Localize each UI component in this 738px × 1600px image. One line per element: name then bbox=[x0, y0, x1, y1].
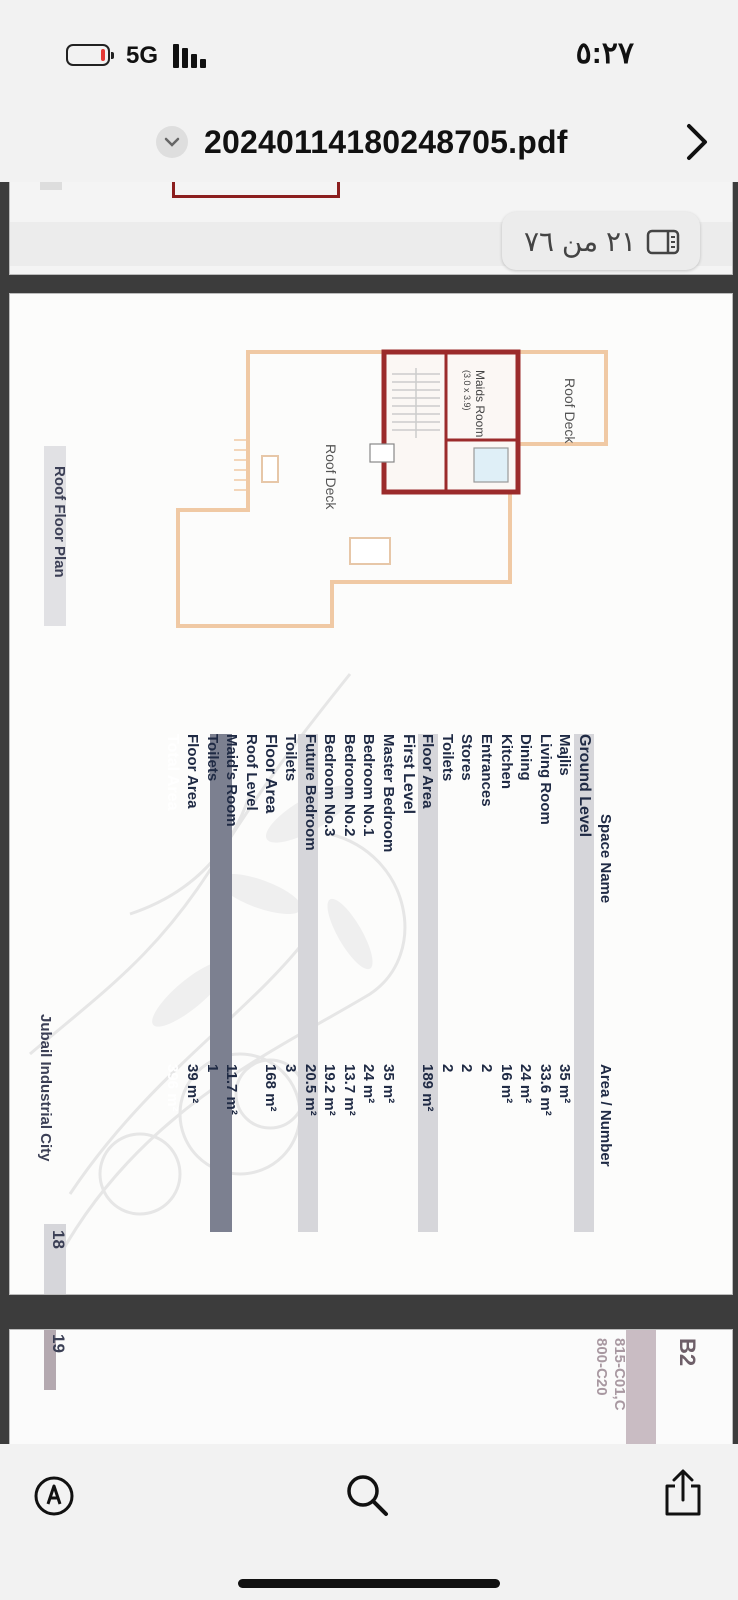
table-row-value: 13.7 m² bbox=[340, 1064, 358, 1116]
area-table bbox=[164, 734, 630, 1234]
table-row-name: Living Room bbox=[536, 734, 554, 825]
table-row-value: 24 m² bbox=[360, 1064, 378, 1104]
next-page-label: B2 bbox=[675, 1338, 700, 1367]
search-icon[interactable] bbox=[344, 1472, 390, 1518]
table-row-name: Master Bedroom bbox=[380, 734, 397, 853]
current-page[interactable] bbox=[10, 294, 732, 1294]
chevron-right-icon[interactable] bbox=[684, 122, 710, 162]
chevron-down-icon bbox=[164, 136, 180, 148]
roof-deck-side-label: Roof Deck bbox=[562, 378, 578, 444]
table-row-name: Bedroom No.3 bbox=[321, 734, 339, 837]
table-row-value: 19.2 m² bbox=[321, 1064, 339, 1116]
table-row-name: Stores bbox=[458, 734, 476, 781]
table-row-value: 1 bbox=[203, 1064, 221, 1073]
table-row-name: Maid's Room bbox=[223, 734, 241, 827]
table-row-name: Floor Area bbox=[419, 734, 437, 809]
table-row-value: 3 bbox=[282, 1064, 299, 1073]
table-row-name: Toilets bbox=[438, 734, 456, 782]
table-row-value: 20.5 m² bbox=[301, 1064, 319, 1116]
table-row-name: Dining bbox=[517, 734, 535, 781]
table-row-value: 16 m² bbox=[497, 1064, 515, 1104]
table-row-value: 2 bbox=[478, 1064, 495, 1073]
table-row-name: Entrances bbox=[478, 734, 495, 807]
table-row-name: Majlis bbox=[556, 734, 574, 776]
table-row-value: 11.7 m² bbox=[223, 1064, 241, 1115]
page-indicator[interactable] bbox=[502, 212, 700, 270]
table-row-name: Floor Area bbox=[262, 734, 280, 814]
document-title[interactable]: 20240114180248705.pdf bbox=[204, 124, 568, 160]
table-row-name: Roof Level bbox=[242, 734, 260, 811]
page-number: 18 bbox=[49, 1230, 68, 1249]
table-row-name: Bedroom No.1 bbox=[360, 734, 378, 837]
next-page-codes-2: 800-C20 bbox=[593, 1338, 610, 1396]
maids-room-label: Maids Room bbox=[473, 370, 487, 438]
table-row-value: 2 bbox=[458, 1064, 476, 1073]
maids-room-size-label: (3.0 x 3.9) bbox=[462, 370, 472, 411]
table-header-value: Area / Number bbox=[597, 1064, 614, 1167]
table-row-value: 189 m² bbox=[419, 1064, 437, 1112]
table-row-name: First Level bbox=[399, 734, 417, 815]
table-row-value: 35 m² bbox=[380, 1064, 397, 1104]
table-row-value: 33.6 m² bbox=[536, 1064, 554, 1116]
table-row-name: Toilets bbox=[282, 734, 299, 782]
table-row-value: 396 m² bbox=[164, 1064, 182, 1112]
share-icon[interactable] bbox=[662, 1468, 704, 1518]
signal-icon bbox=[173, 42, 213, 68]
battery-icon bbox=[66, 44, 110, 66]
bottom-toolbar bbox=[0, 1444, 738, 1600]
table-row-name: Future Bedroom bbox=[301, 734, 319, 851]
next-page[interactable] bbox=[10, 1330, 732, 1444]
page-indicator-text: ٢١ من ٧٦ bbox=[524, 226, 637, 257]
table-row-name: Total Area bbox=[164, 734, 182, 811]
table-row-value: 168 m² bbox=[262, 1064, 280, 1112]
status-time: ٥:٢٧ bbox=[575, 37, 634, 70]
document-nav-bar bbox=[0, 110, 738, 182]
table-header-name: Space Name bbox=[597, 814, 614, 904]
table-row-name: Ground Level bbox=[576, 734, 593, 838]
footer-title: Jubail Industrial City bbox=[37, 1014, 54, 1162]
next-page-number: 19 bbox=[49, 1334, 68, 1353]
home-indicator bbox=[238, 1579, 500, 1588]
sidebar-icon bbox=[646, 229, 680, 255]
table-row-value: 24 m² bbox=[517, 1064, 535, 1104]
pdf-viewer[interactable] bbox=[0, 182, 738, 1444]
roof-floor-plan-drawing bbox=[170, 344, 630, 644]
roof-deck-main-label: Roof Deck bbox=[323, 444, 339, 510]
table-row-name: Kitchen bbox=[497, 734, 515, 790]
table-row-value: 35 m² bbox=[556, 1064, 574, 1104]
table-row-name: Bedroom No.2 bbox=[340, 734, 358, 837]
next-page-codes-1: 815-C01,C bbox=[611, 1338, 628, 1411]
table-row-value: 2 bbox=[438, 1064, 456, 1073]
table-row-name: Toilets bbox=[203, 734, 221, 782]
table-row-name: Floor Area bbox=[184, 734, 201, 809]
table-row-value: 39 m² bbox=[184, 1064, 201, 1104]
markup-icon[interactable] bbox=[32, 1474, 76, 1518]
title-menu-button[interactable] bbox=[156, 126, 188, 158]
network-type: 5G bbox=[126, 42, 159, 69]
section-title: Roof Floor Plan bbox=[51, 466, 68, 578]
status-bar bbox=[0, 0, 738, 110]
